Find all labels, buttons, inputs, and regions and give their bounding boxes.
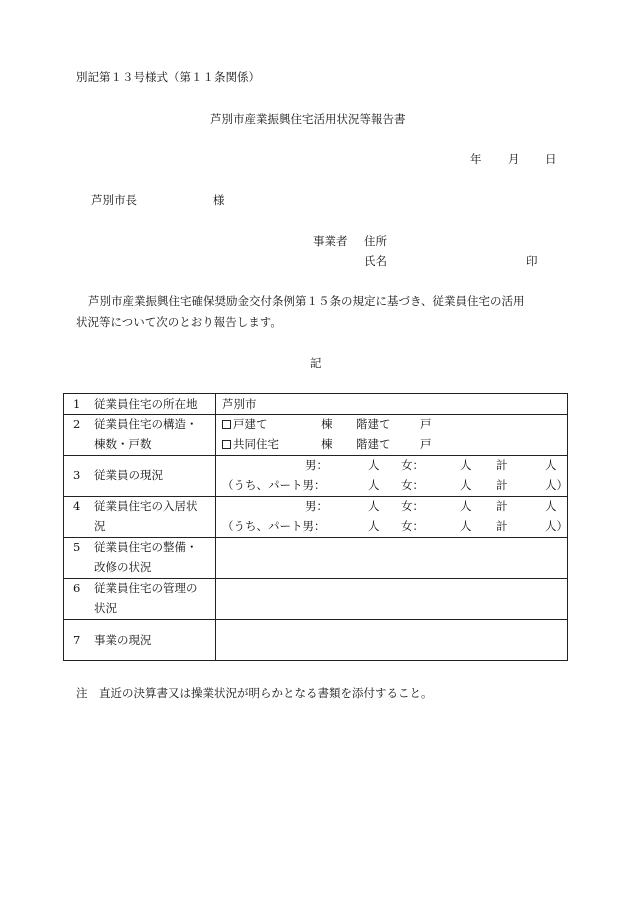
persons-unit-close: 人） bbox=[545, 519, 568, 533]
persons-unit: 人 bbox=[368, 458, 380, 472]
building-count-unit: 棟 bbox=[321, 417, 333, 431]
attachment-note: 注 直近の決算書又は操業状況が明らかとなる書類を添付すること。 bbox=[76, 686, 433, 700]
total-label: 計 bbox=[496, 519, 508, 533]
female-label: 女： bbox=[401, 458, 424, 472]
row4-number: 4 bbox=[73, 499, 81, 513]
male-label: 男： bbox=[305, 499, 328, 513]
persons-unit: 人 bbox=[460, 478, 472, 492]
apartment-checkbox[interactable] bbox=[222, 440, 231, 449]
female-label: 女： bbox=[401, 478, 424, 492]
row3-number: 3 bbox=[73, 468, 81, 482]
row4-label-line2: 況 bbox=[94, 519, 106, 533]
applicant-role: 事業者 bbox=[313, 234, 348, 248]
row-divider bbox=[64, 619, 567, 620]
female-label: 女： bbox=[401, 519, 424, 533]
persons-unit: 人 bbox=[460, 458, 472, 472]
total-label: 計 bbox=[496, 458, 508, 472]
column-divider bbox=[215, 394, 216, 660]
row1-label: 従業員住宅の所在地 bbox=[94, 397, 198, 411]
row7-number: 7 bbox=[73, 633, 81, 647]
row-divider bbox=[64, 455, 567, 456]
floors-unit: 階建て bbox=[356, 437, 391, 451]
row-divider bbox=[64, 414, 567, 415]
unit-count-unit: 戸 bbox=[420, 417, 432, 431]
row5-number: 5 bbox=[73, 540, 81, 554]
body-text-line-1: 芦別市産業振興住宅確保奨励金交付条例第１５条の規定に基づき、従業員住宅の活用 bbox=[88, 294, 525, 308]
female-label: 女： bbox=[401, 499, 424, 513]
addressee-name: 芦別市長 bbox=[91, 193, 137, 207]
persons-unit-close: 人） bbox=[545, 478, 568, 492]
building-count-unit: 棟 bbox=[321, 437, 333, 451]
part-time-male-label: （うち、パート男： bbox=[222, 519, 326, 533]
persons-unit: 人 bbox=[460, 499, 472, 513]
date-year-label: 年 bbox=[470, 152, 482, 166]
row2-label-line1: 従業員住宅の構造・ bbox=[94, 417, 198, 431]
seal-mark: 印 bbox=[526, 254, 538, 268]
row5-label-line2: 改修の状況 bbox=[94, 560, 152, 574]
detached-house-checkbox[interactable] bbox=[222, 420, 231, 429]
row-divider bbox=[64, 537, 567, 538]
document-title: 芦別市産業振興住宅活用状況等報告書 bbox=[210, 112, 406, 126]
row4-label-line1: 従業員住宅の入居状 bbox=[94, 499, 198, 513]
persons-unit: 人 bbox=[545, 458, 557, 472]
row6-number: 6 bbox=[73, 581, 81, 595]
row3-label: 従業員の現況 bbox=[94, 468, 163, 482]
address-label: 住所 bbox=[364, 234, 387, 248]
row6-label-line2: 状況 bbox=[94, 601, 117, 615]
persons-unit: 人 bbox=[545, 499, 557, 513]
row6-label-line1: 従業員住宅の管理の bbox=[94, 581, 198, 595]
row2-number: 2 bbox=[73, 417, 81, 431]
row1-value: 芦別市 bbox=[222, 397, 257, 411]
male-label: 男： bbox=[305, 458, 328, 472]
body-text-line-2: 状況等について次のとおり報告します。 bbox=[76, 315, 282, 329]
row1-number: 1 bbox=[73, 397, 81, 411]
persons-unit: 人 bbox=[368, 519, 380, 533]
total-label: 計 bbox=[496, 478, 508, 492]
date-month-label: 月 bbox=[508, 152, 520, 166]
row-divider bbox=[64, 496, 567, 497]
ki-heading: 記 bbox=[310, 356, 322, 370]
report-table bbox=[63, 393, 568, 661]
row7-label: 事業の現況 bbox=[94, 633, 152, 647]
row2-label-line2: 棟数・戸数 bbox=[94, 437, 152, 451]
row-divider bbox=[64, 578, 567, 579]
date-day-label: 日 bbox=[545, 152, 557, 166]
floors-unit: 階建て bbox=[356, 417, 391, 431]
unit-count-unit: 戸 bbox=[420, 437, 432, 451]
persons-unit: 人 bbox=[460, 519, 472, 533]
part-time-male-label: （うち、パート男： bbox=[222, 478, 326, 492]
persons-unit: 人 bbox=[368, 478, 380, 492]
apartment-option[interactable]: 共同住宅 bbox=[222, 439, 279, 451]
persons-unit: 人 bbox=[368, 499, 380, 513]
addressee-honorific: 様 bbox=[213, 193, 225, 207]
total-label: 計 bbox=[496, 499, 508, 513]
row5-label-line1: 従業員住宅の整備・ bbox=[94, 540, 198, 554]
form-id: 別記第１３号様式（第１１条関係） bbox=[76, 70, 260, 84]
name-label: 氏名 bbox=[364, 254, 387, 268]
detached-house-option[interactable]: 戸建て bbox=[222, 419, 268, 431]
